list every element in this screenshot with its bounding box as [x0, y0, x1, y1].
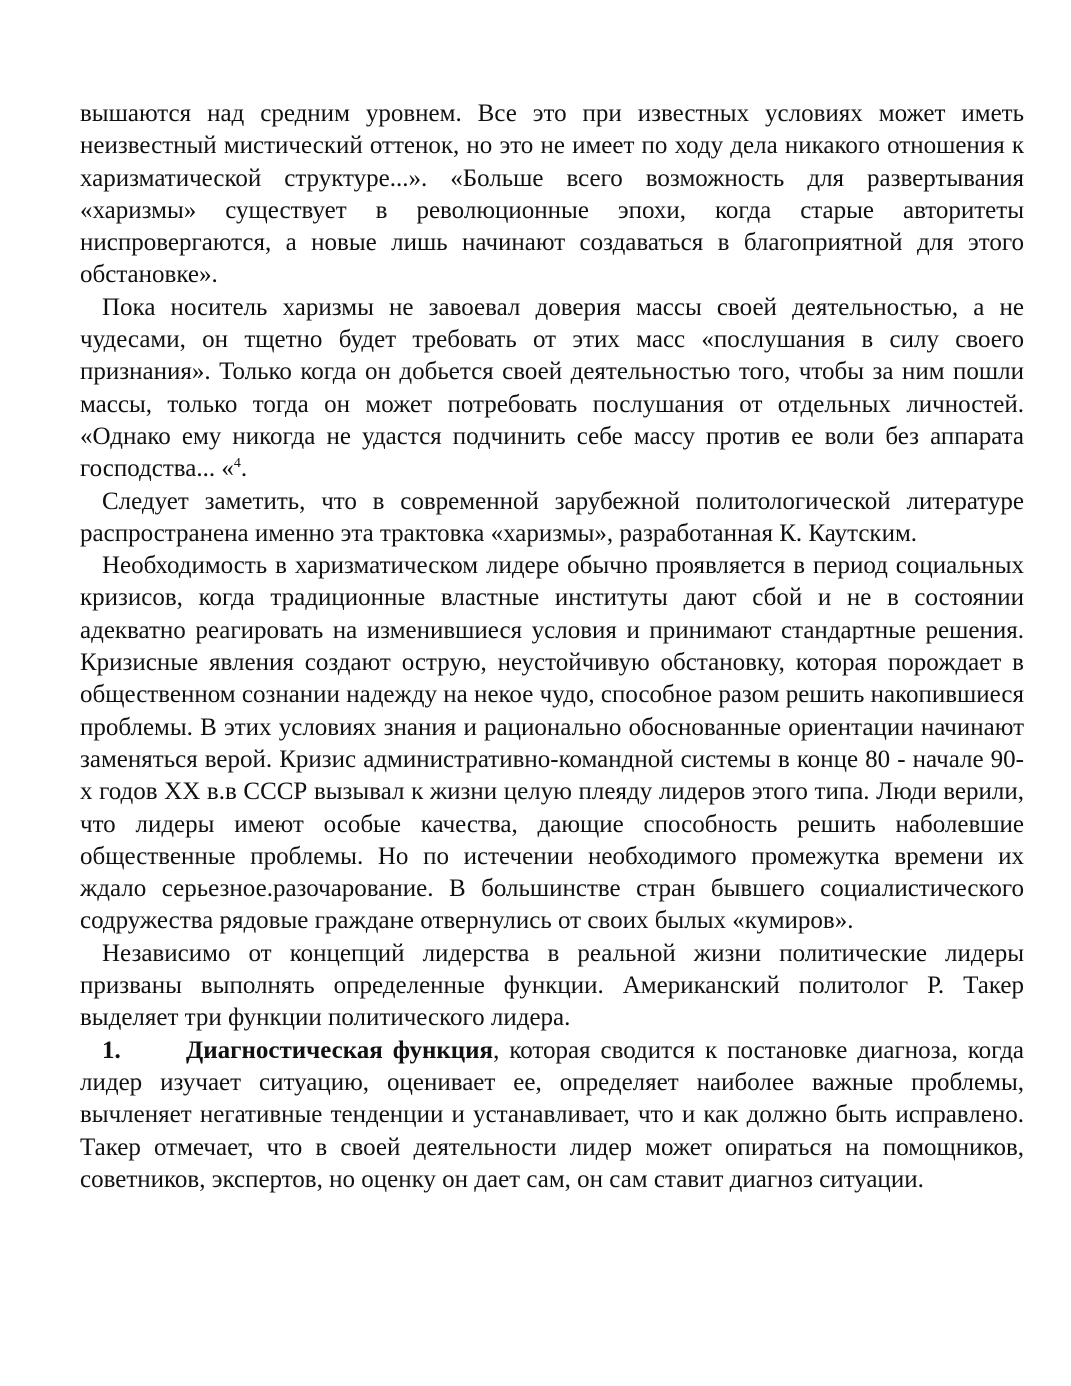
- paragraph-tail: .: [240, 455, 248, 483]
- paragraph: Независимо от концепций лидерства в реальной жизни политические лидеры призваны выполнять определенные функции. Американский политолог Р. Такер выделяет три функции политического лидера.: [80, 939, 1024, 1032]
- list-term: Диагностическая функция: [186, 1036, 494, 1064]
- document-page: [80, 98, 1024, 1196]
- paragraph: вышаются над средним уровнем. Все это при известных условиях может иметь неизвестный мистический оттенок, но это не имеет по ходу дела никакого отношения к харизматической структуре...». «Больше всего возможность для развертывания «харизмы» существует в революционные эпохи, когда старые авторитеты ниспровергаются, а новые лишь начинают создаваться в благоприятной для этого обстановке».: [80, 100, 1024, 289]
- paragraph: Необходимость в харизматическом лидере обычно проявляется в период социальных кризисов, когда традиционные властные институты дают сбой и не в состоянии адекватно реагировать на изменившиеся условия и принимают стандартные решения. Кризисные явления создают острую, неустойчивую обстановку, которая порождает в общественном сознании надежду на некое чудо, способное разом решить накопившиеся проблемы. В этих условиях знания и рационально обоснованные ориентации начинают заменяться верой. Кризис административно-командной системы в конце 80 - начале 90-х годов XX в.в СССР вызывал к жизни целую плеяду лидеров этого типа. Люди верили, что лидеры имеют особые качества, дающие способность решить наболевшие общественные проблемы. Но по истечении необходимого промежутка времени их ждало серьезное.разочарование. В большинстве стран бывшего социалистического содружества рядовые граждане отвернулись от своих былых «кумиров».: [80, 552, 1024, 935]
- list-number: 1.: [102, 1036, 121, 1064]
- list-item: [80, 1035, 1024, 1196]
- paragraph-text: Пока носитель харизмы не завоевал доверия массы своей деятельностью, а не чудесами, он тщетно будет требовать от этих масс «послушания в силу своего признания». Только когда он добьется своей деятельностью того, чтобы за ним пошли массы, только тогда он может потребовать послушания от отдельных личностей. «Однако ему никогда не удастся подчинить себе массу против ее воли без аппарата господства... «: [80, 293, 1024, 483]
- footnote-ref: 4: [233, 456, 241, 472]
- paragraph: Следует заметить, что в современной зарубежной политологической литературе распространена именно эта трактовка «харизмы», разработанная К. Каутским.: [80, 487, 1024, 547]
- list-text: , которая сводится к постановке диагноза, когда лидер изучает ситуацию, оценивает ее, определяет наиболее важные проблемы, вычленяет негативные тенденции и устанавливает, что и как должно быть исправлено. Такер отмечает, что в своей деятельности лидер может опираться на помощников, советников, экспертов, но оценку он дает сам, он сам ставит диагноз ситуации.: [80, 1036, 1025, 1193]
- paragraph: [80, 292, 1024, 486]
